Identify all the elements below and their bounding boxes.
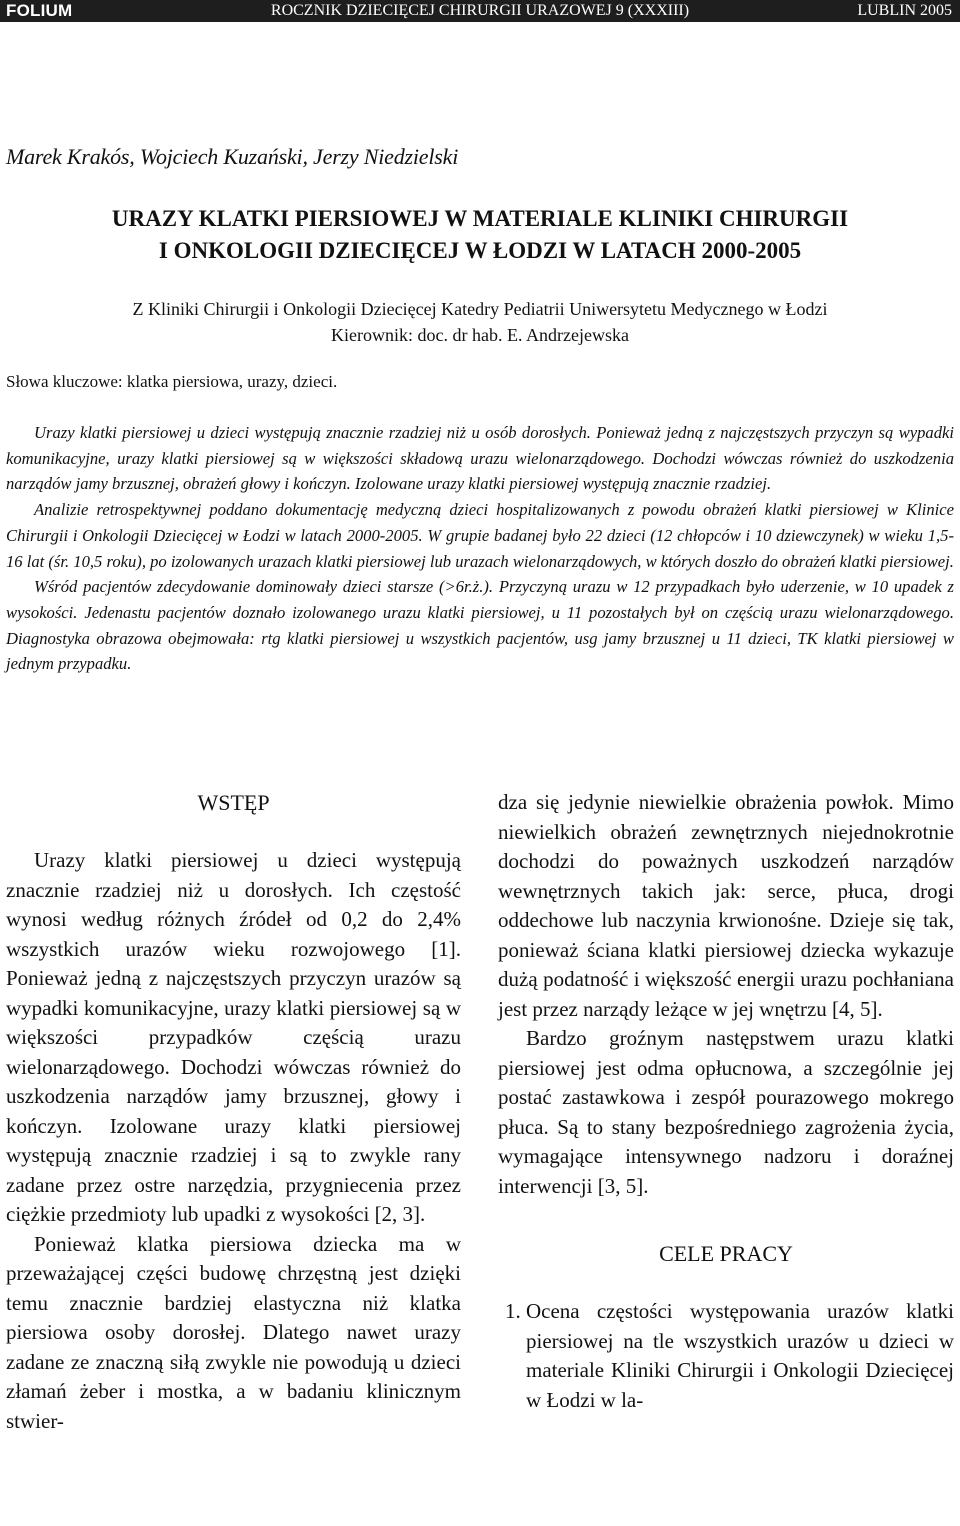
publisher-logo: FOLIUM xyxy=(6,1,73,20)
affiliation: Z Kliniki Chirurgii i Onkologii Dziecięcej Katedry Pediatrii Uniwersytetu Medycznego w Łodzi xyxy=(132,299,828,319)
left-column xyxy=(6,788,461,1436)
title-line-1: URAZY KLATKI PIERSIOWEJ W MATERIALE KLINIKI CHIRURGII xyxy=(111,206,849,231)
place-year: LUBLIN 2005 xyxy=(857,2,952,19)
title-line-2: I ONKOLOGII DZIECIĘCEJ W ŁODZI W LATACH 2000-2005 xyxy=(158,238,802,263)
affiliation-block xyxy=(0,296,960,348)
abstract-paragraph-2: Analizie retrospektywnej poddano dokumentację medyczną dzieci hospitalizowanych z powodu obrażeń klatki piersiowej w Klinice Chirurgii i Onkologii Dziecięcej w Łodzi w latach 2000-2005. W grupie badanej było 22 dzieci (12 chłopców i 10 dziewczynek) w wieku 1,5-16 lat (śr. 10,5 roku), po izolowanych urazach klatki piersiowej lub urazach wielonarządowych, w których doszło do obrażeń klatki piersiowej. xyxy=(6,500,954,571)
keywords: Słowa kluczowe: klatka piersiowa, urazy, dzieci. xyxy=(6,372,338,391)
journal-title: ROCZNIK DZIECIĘCEJ CHIRURGII URAZOWEJ 9 (XXXIII) xyxy=(270,2,690,19)
abstract-paragraph-1: Urazy klatki piersiowej u dzieci występują znacznie rzadziej niż u osób dorosłych. Ponieważ jedną z najczęstszych przyczyn są wypadki komunikacyjne, urazy klatki piersiowej są w większości składową urazu wielonarządowego. Dochodzi wówczas również do uszkodzenia narządów jamy brzusznej, obrażeń głowy i kończyn. Izolowane urazy klatki piersiowej występują znacznie rzadziej. xyxy=(6,423,954,494)
body-paragraph: dza się jedynie niewielkie obrażenia powłok. Mimo niewielkich obrażeń zewnętrznych niejednokrotnie dochodzi do poważnych uszkodzeń narządów wewnętrznych takich jak: serce, płuca, drogi oddechowe lub naczynia krwionośne. Dzieje się tak, ponieważ ściana klatki piersiowej dziecka wykazuje dużą podatność i większość energii urazu pochłaniana jest przez narządy leżące w jej wnętrzu [4, 5]. xyxy=(498,790,954,1021)
right-column xyxy=(498,788,954,1415)
section-heading-intro: WSTĘP xyxy=(197,790,270,815)
aims-list xyxy=(498,1297,954,1415)
abstract xyxy=(6,420,954,677)
abstract-paragraph-3: Wśród pacjentów zdecydowanie dominowały dzieci starsze (>6r.ż.). Przyczyną urazu w 12 przypadkach było uderzenie, w 10 upadek z wysokości. Jedenastu pacjentów doznało izolowanego urazu klatki piersiowej, u 11 pozostałych był on częścią urazu wielonarządowego. Diagnostyka obrazowa obejmowała: rtg klatki piersiowej u wszystkich pacjentów, usg jamy brzusznej u 11 dzieci, TK klatki piersiowej w jednym przypadku. xyxy=(6,577,954,674)
list-item: 1. Ocena częstości występowania urazów klatki piersiowej na tle wszystkich urazów u dzieci w materiale Kliniki Chirurgii i Onkologii Dziecięcej w Łodzi w la- xyxy=(526,1297,954,1415)
body-paragraph: Urazy klatki piersiowej u dzieci występują znacznie rzadziej niż u dorosłych. Ich częstość wynosi według różnych źródeł od 0,2 do 2,4% wszystkich urazów wieku rozwojowego [1]. Ponieważ jedną z najczęstszych przyczyn urazów są wypadki komunikacyjne, urazy klatki piersiowej są w większości przypadków częścią urazu wielonarządowego. Dochodzi wówczas również do uszkodzenia narządów jamy brzusznej, głowy i kończyn. Izolowane urazy klatki piersiowej występują znacznie rzadziej i są to zwykle rany zadane przez ostre narzędzia, przygniecenia przez ciężkie przedmioty lub upadki z wysokości [2, 3]. xyxy=(6,848,461,1226)
article-title xyxy=(0,203,960,267)
body-paragraph: Bardzo groźnym następstwem urazu klatki piersiowej jest odma opłucnowa, a szczególnie jej postać zastawkowa i zespół pourazowego mokrego płuca. Są to stany bezpośredniego zagrożenia życia, wymagające intensywnego nadzoru i doraźnej interwencji [3, 5]. xyxy=(498,1026,954,1198)
authors: Marek Krakós, Wojciech Kuzański, Jerzy Niedzielski xyxy=(6,144,459,169)
running-header xyxy=(0,0,960,22)
body-paragraph: Ponieważ klatka piersiowa dziecka ma w przeważającej części budowę chrzęstną jest dzięki temu znacznie bardziej elastyczna niż klatka piersiowa osoby dorosłej. Dlatego nawet urazy zadane ze znaczną siłą zwykle nie powodują u dzieci złamań żeber i mostka, a w badaniu klinicznym stwier- xyxy=(6,1231,461,1433)
section-heading-aims: CELE PRACY xyxy=(659,1241,793,1266)
department-head: Kierownik: doc. dr hab. E. Andrzejewska xyxy=(331,325,629,345)
